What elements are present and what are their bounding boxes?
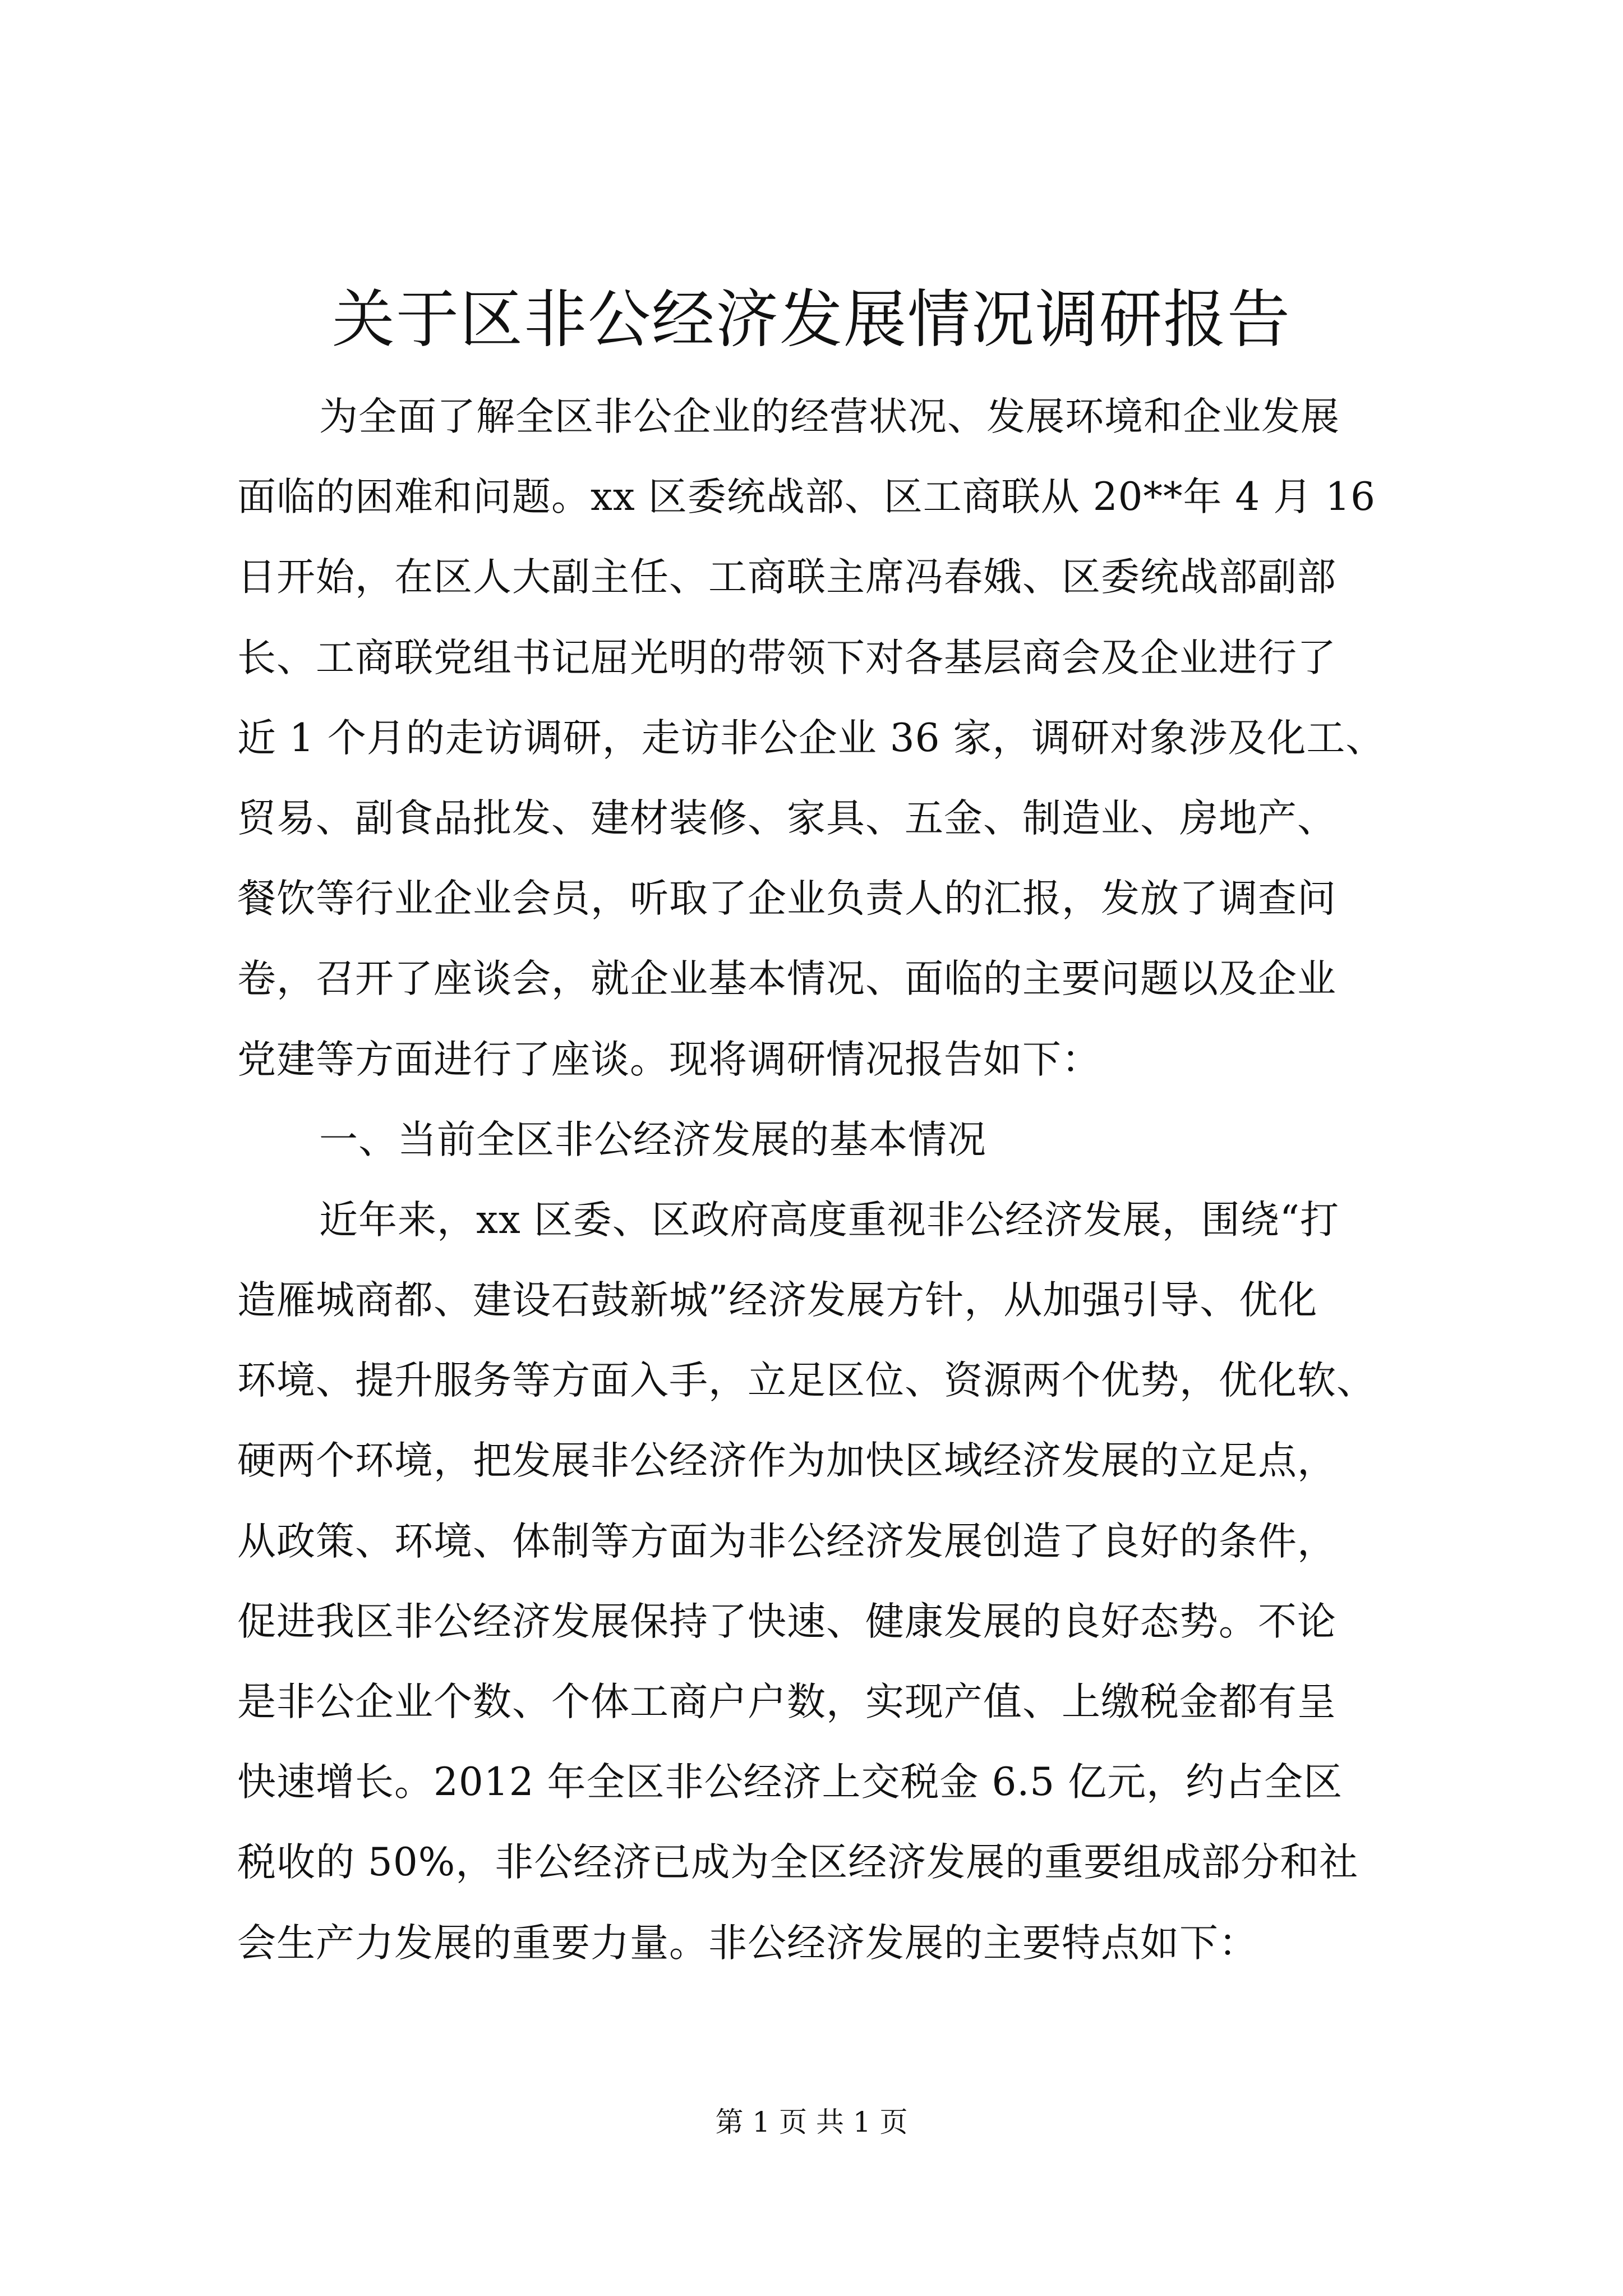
- paragraph-line: 快速增长。2012 年全区非公经济上交税金 6.5 亿元，约占全区: [237, 1760, 1343, 1805]
- paragraph-line: 为全面了解全区非公企业的经营状况、发展环境和企业发展: [319, 394, 1340, 439]
- paragraph-line: 环境、提升服务等方面入手，立足区位、资源两个优势，优化软、: [237, 1358, 1376, 1404]
- section-heading: 一、当前全区非公经济发展的基本情况: [319, 1117, 986, 1162]
- paragraph-line: 硬两个环境，把发展非公经济作为加快区域经济发展的立足点，: [237, 1438, 1336, 1484]
- paragraph-line: 党建等方面进行了座谈。现将调研情况报告如下：: [237, 1037, 1101, 1082]
- paragraph-line: 面临的困难和问题。xx 区委统战部、区工商联从 20**年 4 月 16: [237, 475, 1376, 520]
- paragraph-line: 是非公企业个数、个体工商户户数，实现产值、上缴税金都有呈: [237, 1680, 1336, 1724]
- paragraph-line: 餐饮等行业企业会员，听取了企业负责人的汇报，发放了调查问: [237, 876, 1336, 922]
- paragraph-line: 近年来，xx 区委、区政府高度重视非公经济发展，围绕“打: [319, 1197, 1340, 1243]
- paragraph-line: 造雁城商都、建设石鼓新城”经济发展方针，从加强引导、优化: [237, 1278, 1318, 1323]
- paragraph-line: 从政策、环境、体制等方面为非公经济发展创造了良好的条件，: [237, 1519, 1336, 1564]
- page-number-footer: 第 1 页 共 1 页: [715, 2106, 908, 2138]
- paragraph-line: 贸易、副食品批发、建材装修、家具、五金、制造业、房地产、: [237, 795, 1336, 841]
- paragraph-line: 卷，召开了座谈会，就企业基本情况、面临的主要问题以及企业: [237, 956, 1336, 1002]
- paragraph-line: 促进我区非公经济发展保持了快速、健康发展的良好态势。不论: [237, 1599, 1336, 1644]
- paragraph-line: 税收的 50%，非公经济已成为全区经济发展的重要组成部分和社: [237, 1840, 1359, 1885]
- paragraph-line: 长、工商联党组书记屈光明的带领下对各基层商会及企业进行了: [237, 635, 1336, 680]
- document-title: 关于区非公经济发展情况调研报告: [332, 283, 1291, 356]
- paragraph-line: 近 1 个月的走访调研，走访非公企业 36 家，调研对象涉及化工、: [237, 715, 1385, 761]
- document-body: [237, 377, 1433, 1984]
- paragraph-line: 会生产力发展的重要力量。非公经济发展的主要特点如下：: [237, 1920, 1258, 1966]
- paragraph-line: 日开始，在区人大副主任、工商联主席冯春娥、区委统战部副部: [237, 555, 1336, 600]
